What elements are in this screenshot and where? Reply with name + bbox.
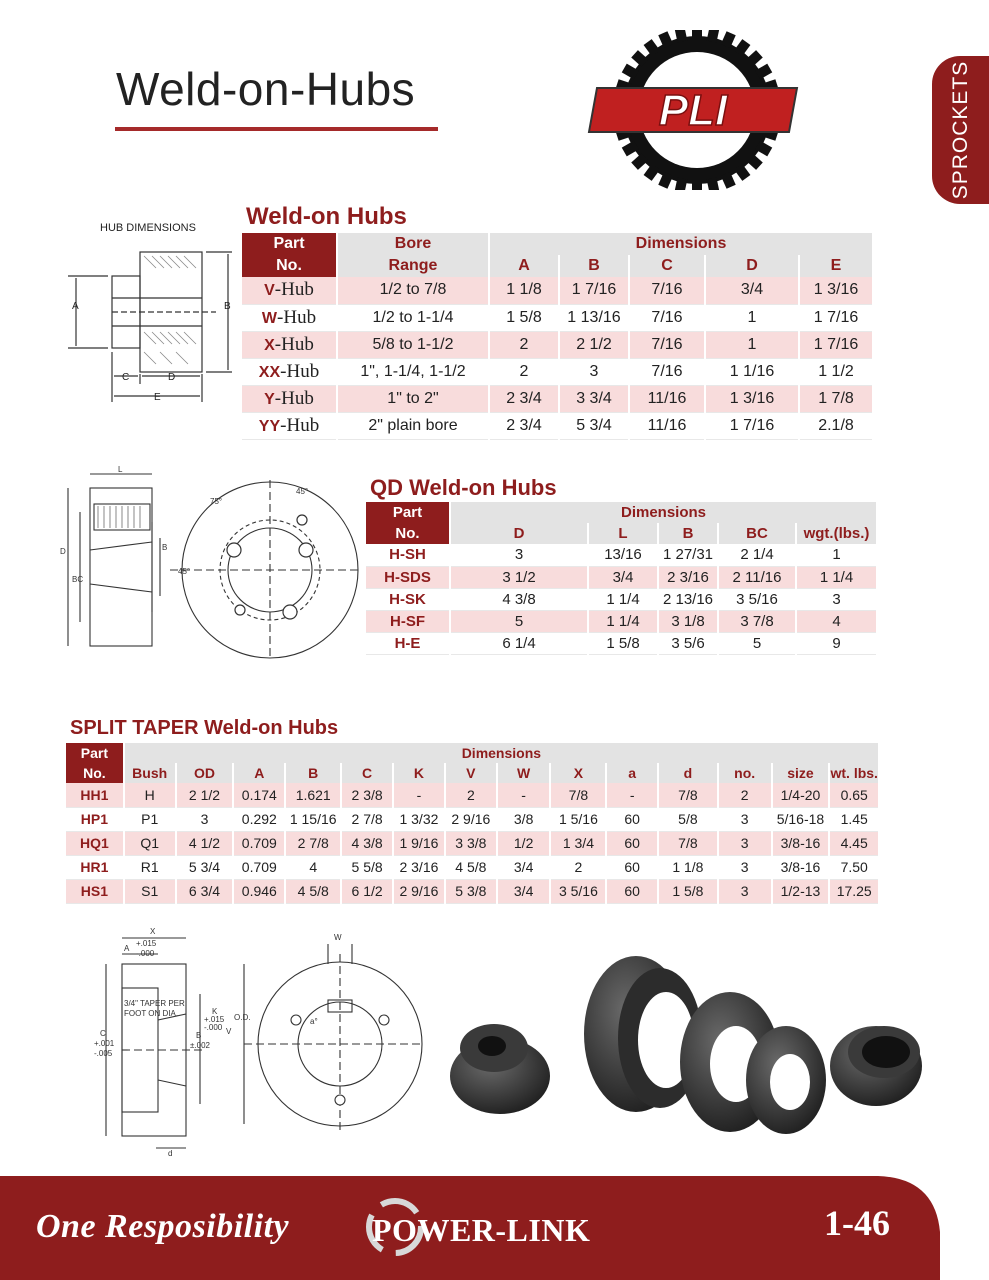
svg-text:-.005: -.005 (94, 1049, 113, 1058)
hub-code: X (264, 336, 275, 354)
col-bore: Bore (337, 233, 489, 255)
page-number: 1-46 (824, 1203, 890, 1243)
svg-text:B: B (162, 543, 168, 552)
svg-text:45°: 45° (178, 567, 191, 576)
table-cell: 2 3/16 (393, 855, 445, 879)
table-cell: 1 1/8 (658, 855, 718, 879)
cell-d: 1 (705, 304, 799, 331)
table-cell: 2 7/8 (285, 831, 341, 855)
cell-bc: 3 7/8 (718, 610, 796, 632)
col-b: B (658, 523, 718, 544)
cell-bc: 5 (718, 632, 796, 654)
svg-text:a°: a° (310, 1017, 318, 1026)
col-no: No. (242, 255, 337, 277)
col-header: B (285, 763, 341, 783)
cell-e: 1 7/8 (799, 385, 872, 412)
cell-c: 11/16 (629, 385, 705, 412)
svg-text:X: X (150, 927, 156, 936)
hub-part-cell (242, 358, 337, 385)
col-header: K (393, 763, 445, 783)
col-header: d (658, 763, 718, 783)
table-cell: 0.292 (233, 807, 285, 831)
svg-text:L: L (118, 465, 123, 474)
cell-b: 1 27/31 (658, 544, 718, 566)
qd-weld-on-hubs-table (366, 502, 876, 655)
cell-bc: 2 11/16 (718, 566, 796, 588)
table-cell: 5/8 (658, 807, 718, 831)
cell-a: 1 5/8 (489, 304, 559, 331)
table-cell: 3 5/16 (550, 879, 606, 903)
col-no: No. (66, 763, 124, 783)
col-header: OD (176, 763, 234, 783)
table-cell: 4 5/8 (285, 879, 341, 903)
col-l: L (588, 523, 658, 544)
col-part: Part (66, 743, 124, 763)
col-header: A (233, 763, 285, 783)
hub-suffix: -Hub (277, 306, 317, 328)
cell-d: 3 1/2 (450, 566, 588, 588)
cell-l: 3/4 (588, 566, 658, 588)
svg-text:FOOT ON DIA.: FOOT ON DIA. (124, 1009, 179, 1018)
cell-bore: 1" to 2" (337, 385, 489, 412)
table-cell: 60 (606, 831, 658, 855)
cell-w: 1 1/4 (796, 566, 876, 588)
cell-c: 7/16 (629, 331, 705, 358)
cell-l: 1 1/4 (588, 588, 658, 610)
table-cell: H (124, 783, 176, 807)
table-cell: 3/8-16 (772, 831, 830, 855)
col-header: wt. lbs. (830, 765, 878, 781)
table-cell: 1 9/16 (393, 831, 445, 855)
part-no-cell: H-SF (366, 610, 450, 632)
cell-b: 3 (559, 358, 629, 385)
svg-text:O.D.: O.D. (234, 1013, 251, 1022)
cell-a: 2 (489, 331, 559, 358)
svg-text:B: B (196, 1031, 202, 1040)
hub-code: Y (264, 390, 275, 408)
col-range: Range (337, 255, 489, 277)
table-row (242, 331, 872, 358)
table-cell: 3/8 (497, 807, 551, 831)
table-row (366, 610, 876, 632)
table-row (66, 855, 878, 879)
svg-text:d: d (168, 1149, 173, 1158)
cell-a: 2 (489, 358, 559, 385)
table-cell: 0.946 (233, 879, 285, 903)
table-cell: 1 5/8 (658, 879, 718, 903)
cell-b: 3 3/4 (559, 385, 629, 412)
cell-c: 7/16 (629, 358, 705, 385)
table-cell: 1 3/4 (550, 831, 606, 855)
cell-bore: 1/2 to 7/8 (337, 277, 489, 304)
table-row (66, 831, 878, 855)
table-row (242, 385, 872, 412)
cell-c: 7/16 (629, 277, 705, 304)
logo-text: PLI (658, 86, 728, 135)
page-title: Weld-on-Hubs (116, 63, 416, 115)
svg-text:A: A (124, 944, 130, 953)
table-cell: 4.45 (829, 831, 878, 855)
table-cell: 5 3/8 (445, 879, 497, 903)
table-cell: 3 (718, 831, 772, 855)
svg-text:E: E (154, 392, 161, 403)
table-row (366, 544, 876, 566)
part-no-cell: HH1 (66, 783, 124, 807)
svg-text:A: A (72, 301, 79, 312)
table-cell: 17.25 (829, 879, 878, 903)
part-no-cell: H-E (366, 632, 450, 654)
table-cell: 60 (606, 855, 658, 879)
table-cell: 3 (176, 807, 234, 831)
svg-text:W: W (334, 933, 342, 942)
cell-e: 1 3/16 (799, 277, 872, 304)
hub-dimensions-drawing (56, 214, 236, 414)
cell-e: 2.1/8 (799, 412, 872, 439)
cell-l: 13/16 (588, 544, 658, 566)
cell-b: 1 7/16 (559, 277, 629, 304)
cell-d: 3 (450, 544, 588, 566)
svg-text:-.000: -.000 (136, 949, 155, 958)
table-cell: 3 (718, 807, 772, 831)
col-part: Part (242, 233, 337, 255)
table-cell: 1.621 (285, 783, 341, 807)
hub-suffix: -Hub (280, 360, 320, 382)
hub-products-photo (440, 948, 930, 1148)
table-cell: 2 (550, 855, 606, 879)
table-cell: 3/8-16 (772, 855, 830, 879)
table-cell: 4 5/8 (445, 855, 497, 879)
side-tab-sprockets (932, 56, 989, 204)
table-cell: 2 (718, 783, 772, 807)
cell-e: 1 7/16 (799, 304, 872, 331)
split-taper-title: SPLIT TAPER Weld-on Hubs (70, 717, 339, 739)
table-cell: 1/2 (497, 831, 551, 855)
col-dimensions: Dimensions (124, 743, 878, 763)
hub-part-cell (242, 304, 337, 331)
cell-d: 1 (705, 331, 799, 358)
col-d: D (705, 255, 799, 277)
table-cell: 2 9/16 (445, 807, 497, 831)
table-cell: 1/2-13 (772, 879, 830, 903)
cell-w: 3 (796, 588, 876, 610)
table-row (66, 807, 878, 831)
col-header: no. (718, 763, 772, 783)
cell-bc: 3 5/16 (718, 588, 796, 610)
hub-suffix: -Hub (280, 414, 320, 436)
table-cell: 0.174 (233, 783, 285, 807)
svg-text:±.002: ±.002 (190, 1041, 210, 1050)
cell-w: 1 (796, 544, 876, 566)
col-bc: BC (718, 523, 796, 544)
cell-b: 2 1/2 (559, 331, 629, 358)
table-cell: - (497, 783, 551, 807)
table-row (66, 879, 878, 903)
table-cell: 3/4 (497, 855, 551, 879)
table-cell: S1 (124, 879, 176, 903)
table-cell: 1/4-20 (772, 783, 830, 807)
hub-code: V (264, 282, 275, 300)
col-weight: wgt.(lbs.) (796, 523, 876, 544)
table-cell: 3 (718, 855, 772, 879)
table-cell: 4 1/2 (176, 831, 234, 855)
cell-d: 3/4 (705, 277, 799, 304)
cell-d: 4 3/8 (450, 588, 588, 610)
table-cell: 0.709 (233, 831, 285, 855)
table-cell: 7.50 (829, 855, 878, 879)
table-cell: 1 3/32 (393, 807, 445, 831)
table-cell: 6 1/2 (341, 879, 393, 903)
cell-b: 1 13/16 (559, 304, 629, 331)
cell-w: 9 (796, 632, 876, 654)
hub-dimensions-label: HUB DIMENSIONS (100, 222, 196, 234)
hub-code: YY (258, 417, 281, 435)
table-cell: Q1 (124, 831, 176, 855)
svg-text:D: D (60, 547, 66, 556)
table-cell: 2 1/2 (176, 783, 234, 807)
svg-text:BC: BC (72, 575, 84, 584)
col-e: E (799, 255, 872, 277)
cell-b: 2 3/16 (658, 566, 718, 588)
table-cell: 3 3/8 (445, 831, 497, 855)
svg-text:B: B (224, 301, 231, 312)
col-a: A (489, 255, 559, 277)
table-cell: 0.65 (829, 783, 878, 807)
cell-d: 6 1/4 (450, 632, 588, 654)
table-row (366, 588, 876, 610)
svg-text:D: D (168, 372, 176, 383)
table-cell: 60 (606, 879, 658, 903)
table-cell: 3 (718, 879, 772, 903)
col-header: X (550, 763, 606, 783)
title-underline (115, 127, 438, 131)
table-cell: 0.709 (233, 855, 285, 879)
col-header: size (772, 763, 830, 783)
svg-text:C: C (100, 1029, 106, 1038)
hub-part-cell (242, 277, 337, 304)
cell-w: 4 (796, 610, 876, 632)
svg-text:+.015: +.015 (204, 1015, 225, 1024)
part-no-cell: HP1 (66, 807, 124, 831)
table-cell: 6 3/4 (176, 879, 234, 903)
svg-text:V: V (226, 1027, 232, 1036)
table-cell: 60 (606, 807, 658, 831)
table-row (242, 304, 872, 331)
part-no-cell: H-SH (366, 544, 450, 566)
hub-suffix: -Hub (274, 387, 314, 409)
table-row (242, 412, 872, 439)
weld-on-hubs-table (242, 233, 872, 440)
part-no-cell: H-SK (366, 588, 450, 610)
table-cell: P1 (124, 807, 176, 831)
table-cell: R1 (124, 855, 176, 879)
svg-text:-.000: -.000 (204, 1023, 223, 1032)
hub-part-cell (242, 412, 337, 439)
cell-c: 11/16 (629, 412, 705, 439)
hub-suffix: -Hub (274, 279, 314, 301)
table-cell: 1.45 (829, 807, 878, 831)
col-b: B (559, 255, 629, 277)
col-header: Bush (124, 763, 176, 783)
svg-text:3/4" TAPER PER: 3/4" TAPER PER (124, 999, 185, 1008)
col-header: W (497, 763, 551, 783)
svg-text:C: C (122, 372, 130, 383)
table-cell: 5/16-18 (772, 807, 830, 831)
hub-code: W (261, 309, 278, 327)
table-cell: 5 3/4 (176, 855, 234, 879)
table-cell: 2 9/16 (393, 879, 445, 903)
hub-code: XX (258, 363, 281, 381)
cell-bore: 2" plain bore (337, 412, 489, 439)
svg-text:+.015: +.015 (136, 939, 157, 948)
cell-bore: 1/2 to 1-1/4 (337, 304, 489, 331)
cell-bc: 2 1/4 (718, 544, 796, 566)
table-cell: 2 (445, 783, 497, 807)
cell-a: 2 3/4 (489, 385, 559, 412)
table-cell: 3/4 (497, 879, 551, 903)
cell-bore: 1", 1-1/4, 1-1/2 (337, 358, 489, 385)
side-tab-label: SPROCKETS (948, 60, 972, 200)
footer-slogan: One Resposibility (36, 1208, 290, 1245)
col-no: No. (366, 523, 450, 544)
cell-a: 2 3/4 (489, 412, 559, 439)
part-no-cell: H-SDS (366, 566, 450, 588)
table-row (242, 277, 872, 304)
col-header: C (341, 763, 393, 783)
svg-text:+.001: +.001 (94, 1039, 115, 1048)
qd-weld-on-hubs-title: QD Weld-on Hubs (370, 475, 557, 500)
table-row (242, 358, 872, 385)
part-no-cell: HS1 (66, 879, 124, 903)
part-no-cell: HQ1 (66, 831, 124, 855)
hub-part-cell (242, 385, 337, 412)
col-part: Part (366, 502, 450, 523)
split-taper-table (66, 743, 878, 904)
cell-b: 2 13/16 (658, 588, 718, 610)
cell-a: 1 1/8 (489, 277, 559, 304)
table-cell: 4 (285, 855, 341, 879)
table-cell: - (606, 783, 658, 807)
table-cell: 7/8 (658, 783, 718, 807)
table-cell: 4 3/8 (341, 831, 393, 855)
cell-d: 1 3/16 (705, 385, 799, 412)
weld-on-hubs-title: Weld-on Hubs (246, 203, 407, 230)
split-taper-drawing (94, 924, 424, 1164)
hub-suffix: -Hub (274, 333, 314, 355)
qd-hub-drawing (60, 462, 360, 672)
svg-text:75°: 75° (210, 497, 223, 506)
pli-sprocket-logo (566, 30, 828, 190)
col-dimensions: Dimensions (489, 233, 872, 255)
cell-c: 7/16 (629, 304, 705, 331)
cell-l: 1 1/4 (588, 610, 658, 632)
col-header: V (445, 763, 497, 783)
col-header: a (606, 763, 658, 783)
cell-d: 1 1/16 (705, 358, 799, 385)
col-d: D (450, 523, 588, 544)
cell-e: 1 1/2 (799, 358, 872, 385)
table-cell: 2 3/8 (341, 783, 393, 807)
footer-brand: POWER-LINK (372, 1212, 591, 1248)
cell-l: 1 5/8 (588, 632, 658, 654)
table-row (366, 632, 876, 654)
cell-b: 3 1/8 (658, 610, 718, 632)
part-no-cell: HR1 (66, 855, 124, 879)
cell-d: 5 (450, 610, 588, 632)
col-dimensions: Dimensions (450, 502, 876, 523)
svg-text:45°: 45° (296, 487, 309, 496)
table-row (66, 783, 878, 807)
table-cell: 1 15/16 (285, 807, 341, 831)
cell-bore: 5/8 to 1-1/2 (337, 331, 489, 358)
table-cell: 1 5/16 (550, 807, 606, 831)
table-cell: 7/8 (550, 783, 606, 807)
cell-e: 1 7/16 (799, 331, 872, 358)
cell-b: 3 5/6 (658, 632, 718, 654)
hub-part-cell (242, 331, 337, 358)
table-row (366, 566, 876, 588)
col-c: C (629, 255, 705, 277)
table-cell: - (393, 783, 445, 807)
cell-b: 5 3/4 (559, 412, 629, 439)
table-cell: 2 7/8 (341, 807, 393, 831)
table-cell: 7/8 (658, 831, 718, 855)
svg-text:K: K (212, 1007, 218, 1016)
cell-d: 1 7/16 (705, 412, 799, 439)
table-cell: 5 5/8 (341, 855, 393, 879)
